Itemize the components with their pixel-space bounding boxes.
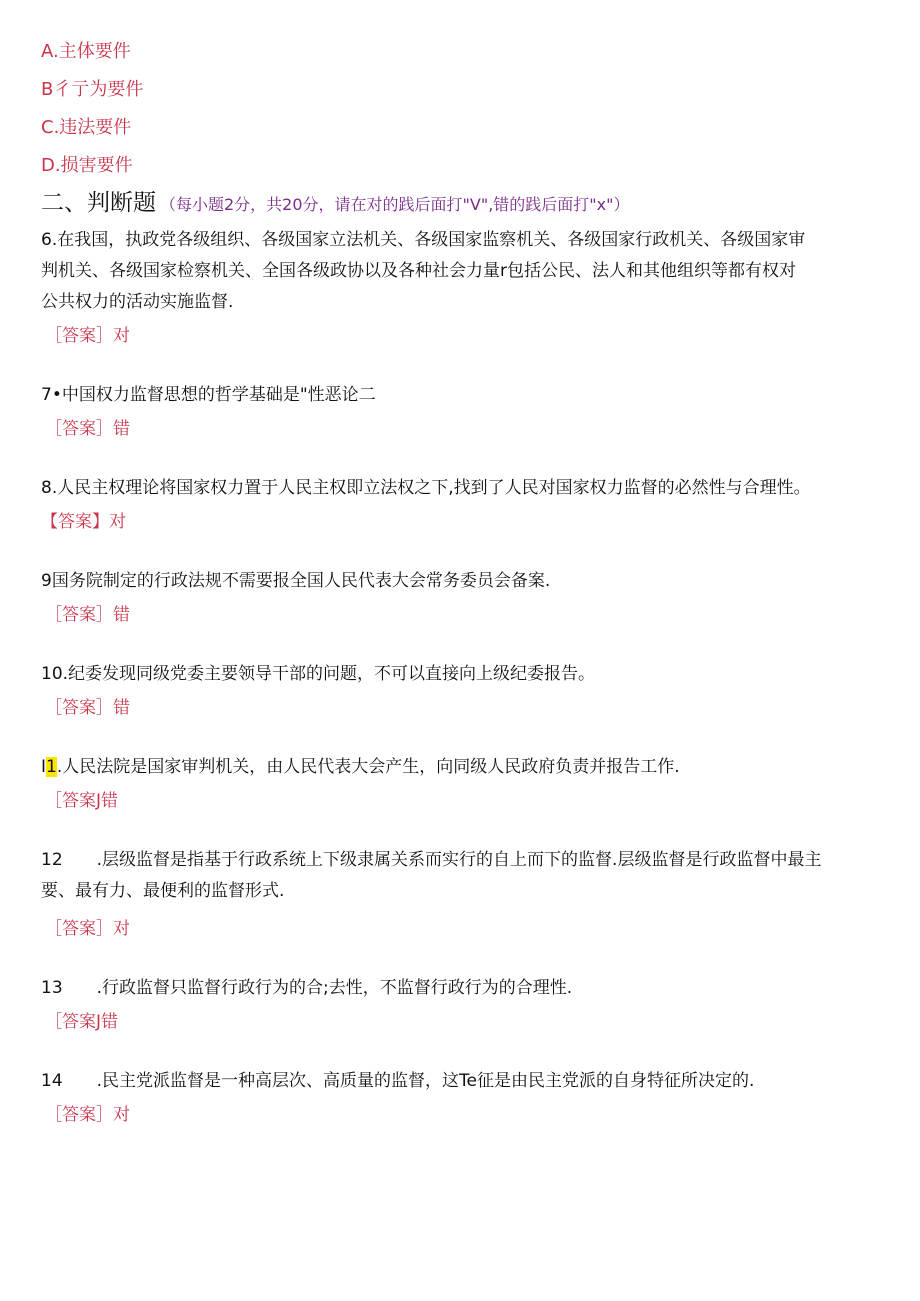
option-a: A.主体要件 <box>41 41 131 62</box>
question-text: .人民法院是国家审判机关，由人民代表大会产生，向同级人民政府负责并报告工作. <box>56 757 680 777</box>
question-7 <box>41 380 881 411</box>
question-line <box>41 752 881 783</box>
question-line: 公共权力的活动实施监督. <box>41 292 234 312</box>
option-b: B彳亍为要件 <box>41 79 144 100</box>
question-text: .民主党派监督是一种高层次、高质量的监督，这Te征是由民主党派的自身特征所决定的. <box>96 1071 755 1091</box>
question-line: 7•中国权力监督思想的哲学基础是"性恶论二 <box>41 385 376 405</box>
question-line: 8.人民主权理论将国家权力置于人民主权即立法权之下,找到了人民对国家权力监督的必然性与合理性。 <box>41 478 811 498</box>
question-number: 14 <box>41 1071 63 1091</box>
highlight-mark: 1 <box>46 757 57 777</box>
answer-11: ［答案J错 <box>45 791 119 811</box>
question-6 <box>41 225 881 318</box>
question-line: 9国务院制定的行政法规不需要报全国人民代表大会常务委员会备案. <box>41 571 551 591</box>
question-prefix: I <box>41 757 47 777</box>
option-d: D.损害要件 <box>41 155 133 176</box>
question-line <box>41 973 881 1004</box>
question-text: .层级监督是指基于行政系统上下级隶属关系而实行的自上而下的监督.层级监督是行政监督中最主 <box>96 850 822 870</box>
question-line: 10.纪委发现同级党委主要领导干部的问题，不可以直接向上级纪委报告。 <box>41 664 596 684</box>
question-10 <box>41 659 881 690</box>
question-14 <box>41 1066 881 1097</box>
answer-14: ［答案］对 <box>45 1105 130 1125</box>
option-c: C.违法要件 <box>41 117 132 138</box>
question-text: .行政监督只监督行政行为的合;去性，不监督行政行为的合理性. <box>96 978 573 998</box>
question-9 <box>41 566 881 597</box>
answer-6: ［答案］对 <box>45 326 130 346</box>
question-line: 6.在我国，执政党各级组织、各级国家立法机关、各级国家监察机关、各级国家行政机关、各级国家审 <box>41 230 806 250</box>
question-11 <box>41 752 881 783</box>
section-title: 二、判断题 <box>41 190 156 216</box>
question-12 <box>41 845 881 907</box>
answer-12: ［答案］对 <box>45 919 130 939</box>
answer-7: ［答案］错 <box>45 419 130 439</box>
question-13 <box>41 973 881 1004</box>
section-heading <box>41 188 629 220</box>
section-note: （每小题2分，共20分，请在对的践后面打"V",错的践后面打"x"） <box>160 195 630 214</box>
answer-9: ［答案］错 <box>45 605 130 625</box>
question-number: 13 <box>41 978 63 998</box>
question-line <box>41 1066 881 1097</box>
question-number: 12 <box>41 850 63 870</box>
answer-8: 【答案】对 <box>41 512 126 532</box>
question-line: 判机关、各级国家检察机关、全国各级政协以及各种社会力量r包括公民、法人和其他组织等都有权对 <box>41 261 796 281</box>
answer-10: ［答案］错 <box>45 698 130 718</box>
answer-13: ［答案J错 <box>45 1012 119 1032</box>
question-line <box>41 845 881 876</box>
question-8 <box>41 473 881 504</box>
question-line: 要、最有力、最便利的监督形式. <box>41 881 285 901</box>
